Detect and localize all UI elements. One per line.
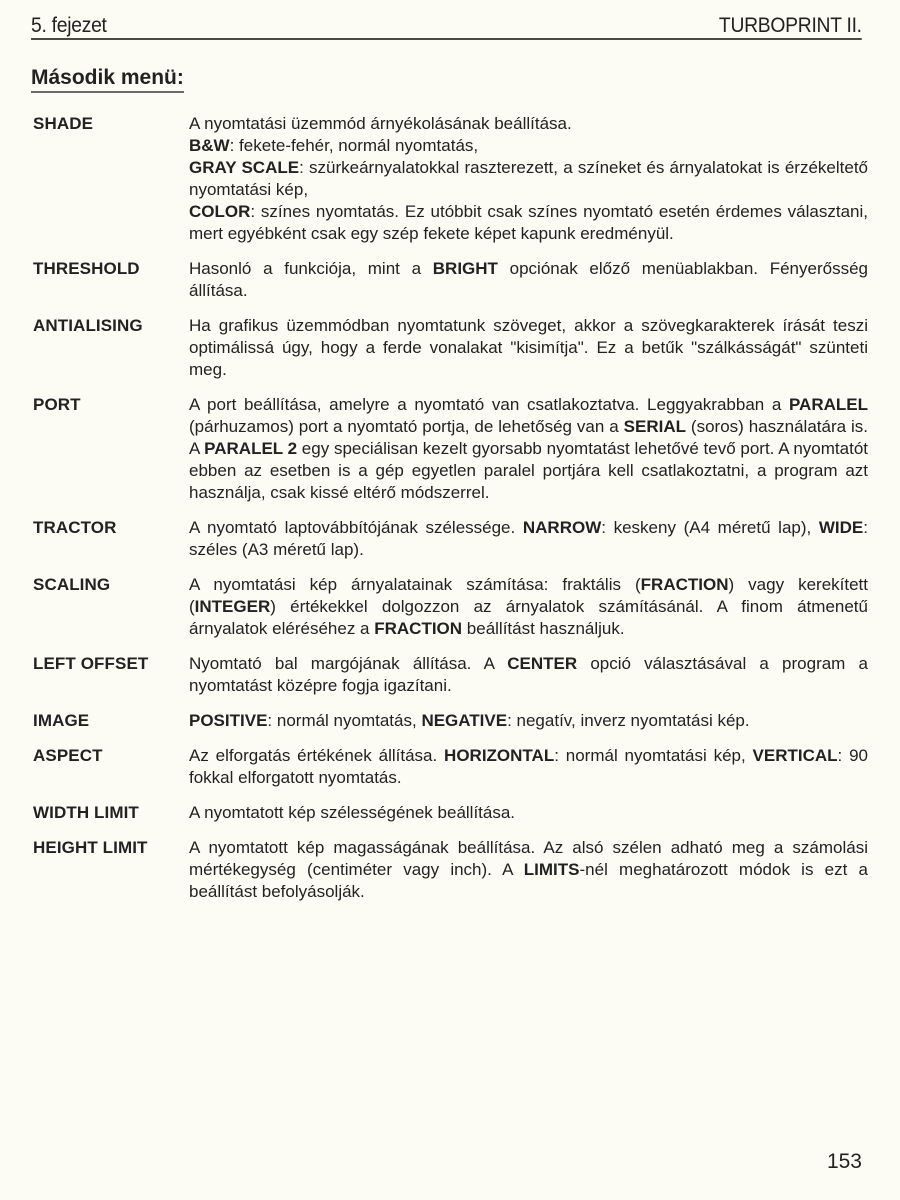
description-text: Nyomtató bal margójának állítása. A [189,654,508,673]
definition-term: IMAGE [33,711,90,730]
definition-term: WIDTH LIMIT [33,803,139,822]
option-keyword: PARALEL [788,395,868,414]
description-text: : széles (A3 méretű lap). [189,518,868,559]
definition-description [189,574,868,640]
definition-description [189,837,868,903]
option-keyword: LIMITS [523,860,580,879]
description-text: : 90 fokkal elforgatott nyomtatás. [189,746,869,787]
description-text: (párhuzamos) port a nyomtató portja, de lehetőség van a [189,417,624,436]
definition-description [189,517,868,561]
description-text: : színes nyomtatás. Ez utóbbit csak színes nyomtató esetén érdemes választani, mert egyébként csak egy szép fekete képet kapunk eredményül. [189,202,868,243]
description-text: beállítást használjuk. [462,619,625,638]
description-text: egy speciálisan kezelt gyorsabb nyomtatást lehetővé tevő port. A nyomtatót ebben az esetben is a gép egyetlen paralel portjára kell csatlakoztatni, a program azt használja, csak kissé eltérő módszerrel. [189,439,869,502]
option-keyword: BRIGHT [432,259,498,278]
definition-term: HEIGHT LIMIT [33,838,148,857]
definition-term: ASPECT [33,746,103,765]
description-text: A nyomtatott kép magasságának beállítása. Az alsó szélen adható meg a számolási mértékegység (centiméter vagy inch). A [189,838,868,879]
description-text: : normál nyomtatás, [267,711,422,730]
description-text: Hasonló a funkciója, mint a [189,259,433,278]
description-text: ) vagy kerekített ( [189,575,869,616]
definition-item [33,574,868,640]
option-keyword: WIDE [818,518,864,537]
option-keyword: GRAY SCALE [189,158,300,177]
description-text: Az elforgatás értékének állítása. [189,746,445,765]
option-keyword: B&W [189,136,230,155]
definition-description [189,113,868,245]
running-header [31,6,862,40]
definition-term: LEFT OFFSET [33,654,149,673]
description-text: : normál nyomtatási kép, [554,746,753,765]
description-text: A port beállítása, amelyre a nyomtató van csatlakoztatva. Leggyakrabban a [189,395,789,414]
option-keyword: COLOR [189,202,251,221]
definition-item [33,710,868,732]
description-text: : fekete-fehér, normál nyomtatás, [229,136,479,155]
definition-item [33,394,868,504]
description-text: : negatív, inverz nyomtatási kép. [507,711,750,730]
option-keyword: NEGATIVE [421,711,508,730]
option-keyword: CENTER [507,654,578,673]
description-text: opció választásával a program a nyomtatást középre fogja igazítani. [189,654,868,695]
definition-term: ANTIALISING [33,316,143,335]
description-text: A nyomtatott kép szélességének beállítása. [189,803,516,822]
definition-term: SHADE [33,114,94,133]
option-keyword: VERTICAL [752,746,838,765]
option-keyword: FRACTION [640,575,729,594]
definition-description [189,315,868,381]
definition-description [189,394,868,504]
definition-item [33,517,868,561]
option-keyword: SERIAL [623,417,686,436]
definition-term: THRESHOLD [33,259,140,278]
definition-item [33,315,868,381]
description-text: A nyomtatási üzemmód árnyékolásának beállítása. [189,114,572,133]
description-text: -nél meghatározott módok is ezt a beállítást befolyásolják. [189,860,868,901]
chapter-label: 5. fejezet [31,14,107,37]
description-text: (soros) használatára is. A [189,417,868,458]
page-number: 153 [826,1150,862,1173]
definition-term: PORT [33,395,81,414]
definition-description [189,653,868,697]
definition-description [189,745,868,789]
option-keyword: FRACTION [374,619,463,638]
definition-item [33,745,868,789]
option-keyword: INTEGER [194,597,271,616]
definition-description [189,802,868,824]
description-text: : szürkeárnyalatokkal raszterezett, a színeket és árnyalatokat is érzékeltető nyomtatási kép, [189,158,868,199]
description-text: ) értékekkel dolgozzon az árnyalatok számításánál. A finom átmenetű árnyalatok eléréséhez a [189,597,868,638]
definition-term: TRACTOR [33,518,117,537]
description-text: A nyomtató laptovábbítójának szélessége. [189,518,523,537]
option-keyword: POSITIVE [189,711,268,730]
definition-item [33,258,868,302]
description-text: opciónak előző menüablakban. Fényerősség állítása. [189,259,868,300]
option-keyword: HORIZONTAL [444,746,555,765]
definition-description [189,710,868,732]
definition-item [33,653,868,697]
section-title: Második menü: [31,66,184,93]
definition-term: SCALING [33,575,111,594]
book-title: TURBOPRINT II. [718,14,862,37]
definition-item [33,802,868,824]
option-keyword: NARROW [522,518,602,537]
definition-list [33,113,868,916]
description-text: Ha grafikus üzemmódban nyomtatunk szöveget, akkor a szövegkarakterek írását teszi optimálissá úgy, hogy a ferde vonalakat "kisimítja". Ez a betűk "szálkásságát" szünteti meg. [189,316,868,379]
description-text: A nyomtatási kép árnyalatainak számítása: fraktális ( [189,575,641,594]
definition-description [189,258,868,302]
option-keyword: PARALEL 2 [204,439,298,458]
definition-item [33,837,868,903]
definition-item [33,113,868,245]
description-text: : keskeny (A4 méretű lap), [601,518,819,537]
